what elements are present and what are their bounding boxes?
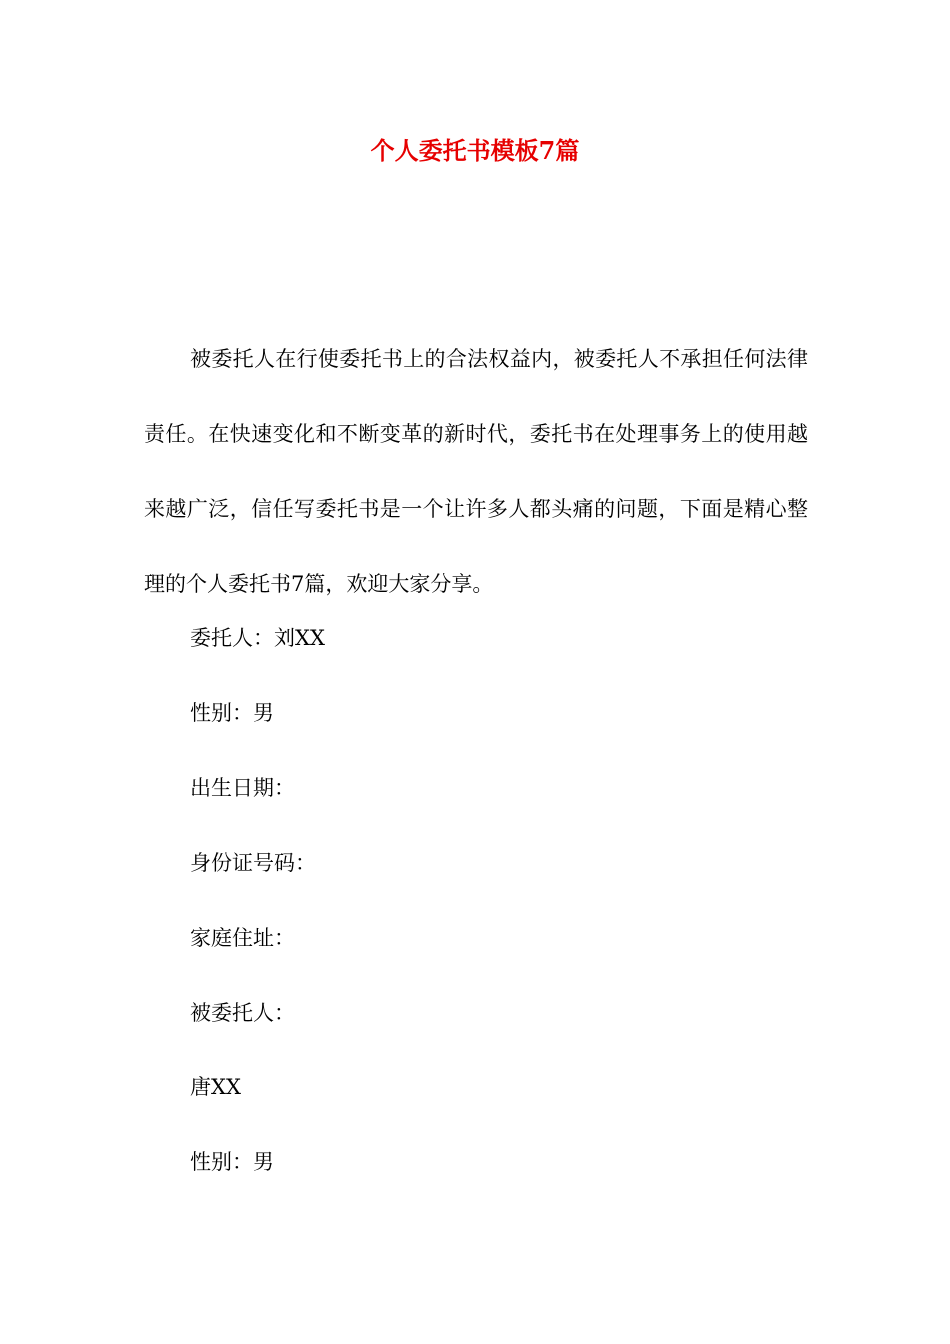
intro-paragraph: 被委托人在行使委托书上的合法权益内，被委托人不承担任何法律责任。在快速变化和不断变革的新时代，委托书在处理事务上的使用越来越广泛，信任写委托书是一个让许多人都头痛的问题，下面是精心整理的个人委托书7篇，欢迎大家分享。 bbox=[144, 347, 808, 596]
document-title: 个人委托书模板7篇 bbox=[370, 136, 580, 165]
field-agent-label: 被委托人： bbox=[190, 1001, 295, 1025]
field-principal-name: 委托人：刘XX bbox=[190, 626, 325, 650]
field-principal-gender: 性别：男 bbox=[190, 701, 274, 725]
field-id-number: 身份证号码： bbox=[190, 851, 316, 875]
field-agent-gender: 性别：男 bbox=[190, 1150, 274, 1174]
field-agent-name: 唐XX bbox=[190, 1075, 241, 1099]
field-home-address: 家庭住址： bbox=[190, 926, 295, 950]
field-birth-date: 出生日期： bbox=[190, 776, 295, 800]
